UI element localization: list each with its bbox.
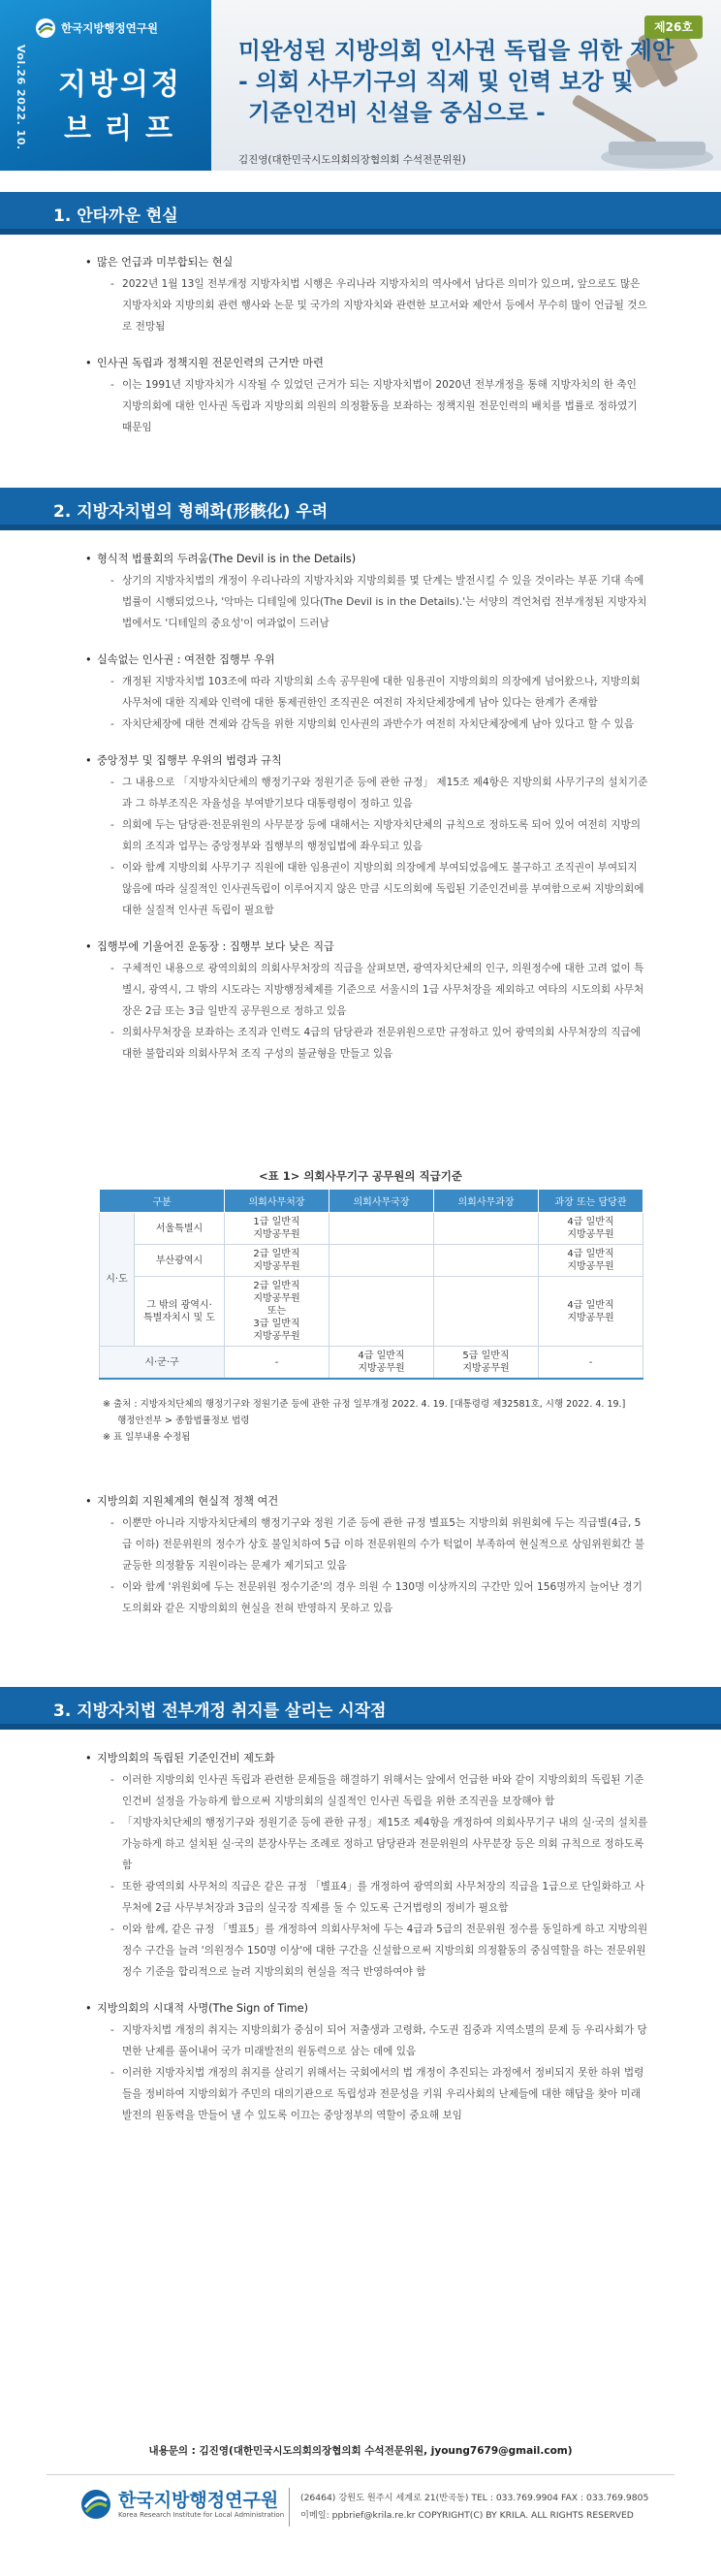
section-title: 1. 안타까운 현실 — [53, 207, 178, 226]
org-logo-text: 한국지방행정연구원 — [61, 21, 158, 35]
org-logo — [35, 17, 158, 39]
table-cell: 부산광역시 — [135, 1245, 225, 1277]
table-note: ※ 표 일부내용 수정됨 — [103, 1432, 191, 1443]
footer-org-english: Korea Research Institute for Local Administration — [118, 2511, 285, 2519]
rank-table — [99, 1189, 643, 1380]
table-cell: 4급 일반직 지방공무원 — [539, 1245, 643, 1277]
table-cell: 4급 일반직 지방공무원 — [329, 1347, 434, 1380]
dash-item: - 의회에 두는 담당관·전문위원의 사무분장 등에 대해서는 지방자치단체의 규칙으로 정하도록 되어 있어 여전히 지방의회의 조직과 업무는 중앙정부와 집행부의 행정입법에 좌우되고 있음 — [109, 814, 649, 857]
bullet-item: • 형식적 법률회의 두려움(The Devil is in the Details) — [97, 551, 649, 568]
dash-item: - 이러한 지방자치법 개정의 취지를 살리기 위해서는 국회에서의 법 개정이 추진되는 과정에서 정비되지 못한 하위 법령들을 정비하여 지방의회가 주민의 대의기관으로 독립성과 전문성을 키워 우리사회의 난제들에 대한 해답을 찾아 미래 발전의 원동력을 만들어 낼 수 있도록 이끄는 중앙정부의 역할이 중요해 보임 — [109, 2062, 649, 2126]
title-line: 미완성된 지방의회 인사권 독립을 위한 제안 — [238, 37, 674, 64]
bullet-item: • 실속없는 인사권 : 여전한 집행부 우위 — [97, 652, 649, 669]
dash-item: - 또한 광역의회 사무처의 직급은 같은 규정 「별표4」를 개정하여 광역의회 사무처장의 직급을 1급으로 단일화하고 사무처에 2급 사무부처장과 3급의 실국장 직제를 둘 수 있도록 근거법령의 정비가 필요함 — [109, 1876, 649, 1919]
table-cell: 2급 일반직 지방공무원 — [225, 1245, 329, 1277]
table-cell — [329, 1213, 434, 1245]
table-cell: 1급 일반직 지방공무원 — [225, 1213, 329, 1245]
table-note: 행정안전부 > 종합법률정보 법령 — [103, 1415, 250, 1426]
title-line: 기준인건비 신설을 중심으로 - — [248, 99, 546, 126]
brief-subtitle: 브리프 — [64, 111, 187, 144]
section-2-extra — [97, 1493, 649, 1619]
section-2-body — [97, 551, 649, 1065]
title-line: - 의회 사무기구의 직제 및 인력 보강 및 — [238, 68, 634, 95]
bullet-item: • 지방의회 지원체계의 현실적 정책 여건 — [97, 1493, 649, 1511]
table-cell: - — [539, 1347, 643, 1380]
bullet-item: • 집행부에 기울어진 운동장 : 집행부 보다 낮은 직급 — [97, 938, 649, 956]
table-header-row — [100, 1190, 643, 1213]
table-cell: 시·군·구 — [100, 1347, 225, 1380]
table-cell: 2급 일반직 지방공무원 또는 3급 일반직 지방공무원 — [225, 1277, 329, 1347]
section-header — [0, 488, 721, 530]
dash-item: - 구체적인 내용으로 광역의회의 의회사무처장의 직급을 살펴보면, 광역자치단체의 인구, 의원정수에 대한 고려 없이 특별시, 광역시, 그 밖의 시도라는 지방행정체제를 기준으로 서울시의 1급 사무처장을 제외하고 여타의 시도의회 사무처장은 2급 또는 3급 일반직 공무원으로 정하고 있음 — [109, 958, 649, 1022]
table-cell — [434, 1277, 539, 1347]
table-cell — [434, 1213, 539, 1245]
footer-logo — [79, 2488, 284, 2521]
dash-item: - 이와 함께, 같은 규정 「별표5」를 개정하여 의회사무처에 두는 4급과 5급의 전문위원 정수를 동일하게 하고 지방의원 정수 구간을 늘려 '의원정수 150명 이상'에 대한 구간을 신설함으로써 지방의회 의정활동의 중심역할을 하는 전문위원 정수 기준을 합리적으로 늘려 지방의회의 현실을 적극 반영하여야 함 — [109, 1919, 649, 1983]
table-header-cell: 의회사무국장 — [329, 1190, 434, 1213]
section-title: 2. 지방자치법의 형해화(形骸化) 우려 — [53, 502, 329, 522]
table-header-cell: 의회사무과장 — [434, 1190, 539, 1213]
bullet-item: • 많은 언급과 미부합되는 현실 — [97, 254, 649, 271]
dash-item: - 자치단체장에 대한 견제와 감독을 위한 지방의회 인사권의 과반수가 여전히 자치단체장에게 남아 있다고 할 수 있음 — [109, 714, 649, 735]
dash-item: - 「지방자치단체의 행정기구와 정원기준 등에 관한 규정」제15조 제4항을 개정하여 의회사무기구 내의 실·국의 설치를 가능하게 하고 설치된 실·국의 분장사무는 조례로 정하고 담당관과 전문위원의 사무분장 등은 의회 규칙으로 정하도록 함 — [109, 1812, 649, 1876]
table-cell — [434, 1245, 539, 1277]
table-group-cell: 시·도 — [100, 1213, 135, 1347]
footer-logo-text — [118, 2490, 284, 2519]
title-panel — [211, 0, 721, 171]
volume-label: Vol.26 2022. 10. — [15, 45, 27, 150]
author: 김진영(대한민국시도의회의장협의회 수석전문위원) — [238, 154, 466, 166]
section-header — [0, 192, 721, 235]
dash-item: - 이뿐만 아니라 지방자치단체의 행정기구와 정원 기준 등에 관한 규정 별표5는 지방의회 위원회에 두는 직급별(4급, 5급 이하) 전문위원의 정수가 상호 불일치하여 5급 이하 전문위원의 수가 턱없이 부족하여 현실적으로 상임위원회간 불균등한 의정활동 지원이라는 문제가 제기되고 있음 — [109, 1512, 649, 1576]
table-row — [100, 1245, 643, 1277]
bullet-item: • 중앙정부 및 집행부 우위의 법령과 규칙 — [97, 752, 649, 770]
table-header-cell: 구분 — [100, 1190, 225, 1213]
dash-item: - 개정된 지방자치법 103조에 따라 지방의회 소속 공무원에 대한 임용권이 지방의회의 의장에게 넘어왔으나, 지방의회 사무처에 대한 직제와 인력에 대한 통제권한인 조직권은 여전히 자치단체장에게 남아 있다는 한계가 존재함 — [109, 671, 649, 714]
footer-address — [300, 2490, 648, 2525]
table-cell: 4급 일반직 지방공무원 — [539, 1277, 643, 1347]
table-cell: 그 밖의 광역시· 특별자치시 및 도 — [135, 1277, 225, 1347]
dash-item: - 이는 1991년 지방자치가 시작될 수 있었던 근거가 되는 지방자치법이 2020년 전부개정을 통해 지방자치의 한 축인 지방의회에 대한 인사권 독립과 지방의회 의원의 의정활동을 보좌하는 정책지원 전문인력의 배치를 법률로 정하였기 때문임 — [109, 374, 649, 438]
footer-divider — [47, 2474, 674, 2475]
org-logo-icon — [35, 17, 56, 39]
dash-item: - 이와 함께 지방의회 사무기구 직원에 대한 임용권이 지방의회 의장에게 부여되었음에도 불구하고 조직권이 부여되지 않음에 따라 실질적인 인사권독립이 이루어지지 않은 만큼 시도의회에 독립된 기준인건비를 부여함으로써 지방의회에 대한 실질적 인사권 독립이 필요함 — [109, 857, 649, 921]
table-header-cell: 의회사무처장 — [225, 1190, 329, 1213]
brief-header — [0, 0, 721, 171]
section-1-body — [97, 254, 649, 438]
issue-badge: 제26호 — [644, 16, 703, 39]
section-3-body — [97, 1750, 649, 2126]
brief-title: 지방의정 — [58, 68, 182, 102]
table-note: ※ 출처 : 지방자치단체의 행정기구와 정원기준 등에 관한 규정 일부개정 2022. 4. 19. [대통령령 제32581호, 시행 2022. 4. 19.] — [103, 1399, 626, 1410]
table-row — [100, 1277, 643, 1347]
footer-org-name: 한국지방행정연구원 — [118, 2490, 279, 2511]
section-title: 3. 지방자치법 전부개정 취지를 살리는 시작점 — [53, 1701, 387, 1721]
table-cell: - — [225, 1347, 329, 1380]
bullet-item: • 인사권 독립과 정책지원 전문인력의 근거만 마련 — [97, 355, 649, 372]
footer-email-line: 이메일: ppbrief@krila.re.kr COPYRIGHT(C) BY KRILA. ALL RIGHTS RESERVED — [300, 2510, 634, 2521]
dash-item: - 이러한 지방의회 인사권 독립과 관련한 문제들을 해결하기 위해서는 앞에서 언급한 바와 같이 지방의회의 독립된 기준인건비 설정을 가능하게 함으로써 지방의회의 실질적인 인사권 독립을 위한 조직권을 보장해야 함 — [109, 1769, 649, 1812]
table-cell — [329, 1245, 434, 1277]
section-header-bar — [0, 525, 721, 530]
table-cell: 5급 일반직 지방공무원 — [434, 1347, 539, 1380]
dash-item: - 의회사무처장을 보좌하는 조직과 인력도 4급의 담당관과 전문위원으로만 규정하고 있어 광역의회 사무처장의 직급에 대한 불합리와 의회사무처 조직 구성의 불균형을 만들고 있음 — [109, 1022, 649, 1065]
table-cell: 4급 일반직 지방공무원 — [539, 1213, 643, 1245]
main-title — [238, 35, 674, 128]
footer-logo-icon — [79, 2488, 112, 2521]
table-row — [100, 1213, 643, 1245]
table-cell: 서울특별시 — [135, 1213, 225, 1245]
footer-separator — [289, 2488, 290, 2527]
dash-item: - 상기의 지방자치법의 개정이 우리나라의 지방자치와 지방의회를 몇 단계는 발전시킬 수 있을 것이라는 부푼 기대 속에 법률이 시행되었으나, '악마는 디테일에 있다(The Devil is in the Details).'는 서양의 격언처럼 전부개정된 지방자치법에서도 '디테일의 중요성'이 여과없이 드러남 — [109, 570, 649, 634]
dash-item: - 그 내용으로 「지방자치단체의 행정기구와 정원기준 등에 관한 규정」 제15조 제4항은 지방의회 사무기구의 설치기준과 그 하부조직은 자율성을 부여받기보다 대통령령이 정하고 있음 — [109, 772, 649, 814]
dash-item: - 이와 함께 '위원회에 두는 전문위원 정수기준'의 경우 의원 수 130명 이상까지의 구간만 있어 156명까지 늘어난 경기도의회와 같은 지방의회의 현실을 전혀 반영하지 못하고 있음 — [109, 1576, 649, 1619]
table-title: <표 1> 의회사무기구 공무원의 직급기준 — [259, 1169, 462, 1183]
brief-masthead — [0, 0, 211, 171]
table-cell — [329, 1277, 434, 1347]
footer-address-line: (26464) 강원도 원주시 세계로 21(반곡동) TEL : 033.769.9904 FAX : 033.769.9805 — [300, 2493, 649, 2503]
bullet-item: • 지방의회의 시대적 사명(The Sign of Time) — [97, 2000, 649, 2018]
section-header-bar — [0, 1724, 721, 1730]
table-row — [100, 1347, 643, 1380]
section-header-bar — [0, 229, 721, 235]
table-header-cell: 과장 또는 담당관 — [539, 1190, 643, 1213]
bullet-item: • 지방의회의 독립된 기준인건비 제도화 — [97, 1750, 649, 1767]
dash-item: - 2022년 1월 13일 전부개정 지방자치법 시행은 우리나라 지방자치의 역사에서 남다른 의미가 있으며, 앞으로도 많은 지방자치와 지방의회 관련 행사와 논문 및 국가의 지방자치와 관련한 보고서와 제안서 등에서 무수히 많이 언급될 것으로 전망됨 — [109, 273, 649, 337]
contact-line: 내용문의 : 김진영(대한민국시도의회의장협의회 수석전문위원, jyoung7679@gmail.com) — [148, 2445, 573, 2457]
section-header — [0, 1687, 721, 1730]
dash-item: - 지방자치법 개정의 취지는 지방의회가 중심이 되어 저출생과 고령화, 수도권 집중과 지역소멸의 문제 등 우리사회가 당면한 난제를 풀어내어 국가 미래발전의 원동력으로 삼는 데에 있음 — [109, 2019, 649, 2062]
